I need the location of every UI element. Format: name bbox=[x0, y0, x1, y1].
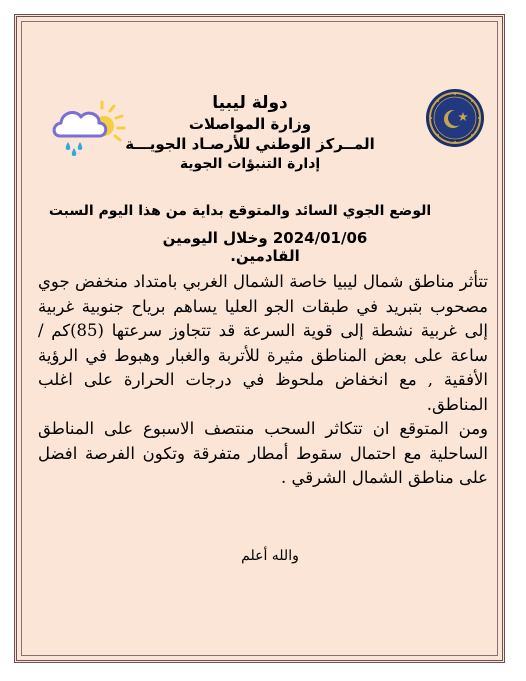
center-name: المــركز الوطني للأرصـاد الجويـــة bbox=[125, 135, 375, 153]
paragraph-2: ومن المتوقع ان تتكاثر السحب منتصف الاسبوع على المناطق الساحلية مع احتمال سقوط أمطار متفرقة وتكون الفرصة افضل على مناطق الشمال الشرقي . bbox=[38, 419, 488, 487]
state-name: دولة ليبيا bbox=[212, 93, 288, 113]
closing-phrase: والله أعلم bbox=[241, 548, 299, 564]
libya-emblem-icon bbox=[425, 88, 485, 148]
document-header bbox=[90, 92, 410, 174]
department-name: إدارة التنبؤات الجوية bbox=[179, 156, 321, 172]
ministry-name: وزارة المواصلات bbox=[188, 115, 312, 133]
bulletin-title: الوضع الجوي السائد والمتوقع بداية من هذا اليوم السبت bbox=[48, 203, 432, 219]
bulletin-body bbox=[38, 270, 488, 491]
paragraph-1: تتأثر مناطق شمال ليبيا خاصة الشمال الغربي بامتداد منخفض جوي مصحوب بتبريد في طبقات الجو العليا يساهم برياح جنوبية غربية إلى غربية نشطة إلى قوية السرعة قد تتجاوز سرعتها (85)كم /ساعة على بعض المناطق مثيرة للأتربة والغبار وهبوط في الرؤية الأفقية , مع انخفاض ملحوظ في درجات الحرارة على اغلب المناطق. bbox=[38, 272, 489, 414]
bulletin-date: 2024/01/06 وخلال اليومين القادمين. bbox=[162, 229, 368, 265]
